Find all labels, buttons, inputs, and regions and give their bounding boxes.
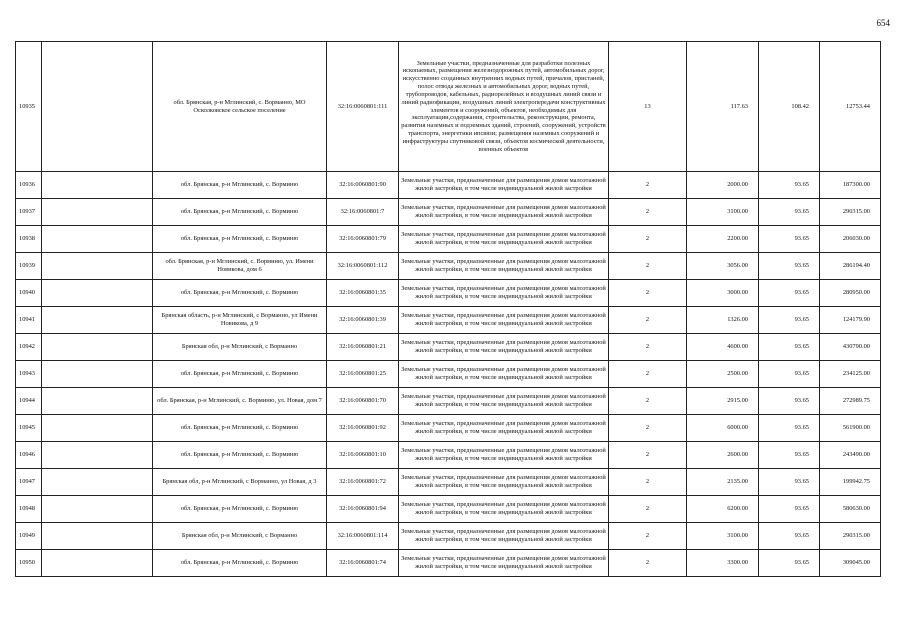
table-row (16, 226, 881, 253)
cadastral-value-cell: 124179.90 (820, 307, 881, 334)
table-row (16, 388, 881, 415)
group-cell: 2 (609, 523, 687, 550)
table-row (16, 334, 881, 361)
area-cell: 3300.00 (687, 550, 759, 577)
address-cell: обл. Брянская, р-н Мглинский, с. Ворминю (153, 226, 327, 253)
area-cell: 117.63 (687, 42, 759, 172)
blank-cell (42, 442, 153, 469)
cadastral-value-cell: 286194.40 (820, 253, 881, 280)
group-cell: 2 (609, 415, 687, 442)
address-cell: Брянская обл, р-н Мглинский, с Ворманно (153, 523, 327, 550)
row-number-cell: 10939 (16, 253, 42, 280)
group-cell: 2 (609, 469, 687, 496)
land-use-cell: Земельные участки, предназначенные для размещения домов малоэтажной жилой застройки, в том числе индивидуальной жилой застройки (399, 334, 609, 361)
cadastral-number-cell: 32:16:0060801:92 (327, 415, 399, 442)
land-use-cell: Земельные участки, предназначенные для размещения домов малоэтажной жилой застройки, в том числе индивидуальной жилой застройки (399, 496, 609, 523)
blank-cell (42, 415, 153, 442)
address-cell: обл. Брянская, р-н Мглинский, с. Ворминю (153, 280, 327, 307)
cadastral-number-cell: 32:16:0060801:25 (327, 361, 399, 388)
blank-cell (42, 199, 153, 226)
land-use-cell: Земельные участки, предназначенные для размещения домов малоэтажной жилой застройки, в том числе индивидуальной жилой застройки (399, 469, 609, 496)
area-cell: 2600.00 (687, 442, 759, 469)
row-number-cell: 10935 (16, 42, 42, 172)
row-number-cell: 10950 (16, 550, 42, 577)
table-row (16, 550, 881, 577)
rate-cell: 93.65 (759, 226, 820, 253)
cadastral-value-cell: 234125.00 (820, 361, 881, 388)
blank-cell (42, 496, 153, 523)
group-cell: 2 (609, 442, 687, 469)
table-row (16, 415, 881, 442)
cadastral-value-cell: 280950.00 (820, 280, 881, 307)
cadastral-number-cell: 32:16:0060801:74 (327, 550, 399, 577)
rate-cell: 93.65 (759, 523, 820, 550)
area-cell: 3100.00 (687, 199, 759, 226)
row-number-cell: 10945 (16, 415, 42, 442)
row-number-cell: 10948 (16, 496, 42, 523)
table-row (16, 469, 881, 496)
table-row (16, 42, 881, 172)
rate-cell: 93.65 (759, 253, 820, 280)
table-row (16, 307, 881, 334)
blank-cell (42, 42, 153, 172)
cadastral-value-cell: 187300.00 (820, 172, 881, 199)
cadastral-value-cell: 199942.75 (820, 469, 881, 496)
land-use-cell: Земельные участки, предназначенные для разработки полезных ископаемых, размещения железнодорожных путей, автомобильных дорог, искусственно созданных внутренних водных путей, причалов, пристаней, полос отвода железных и автомобильных дорог, водных путей, трубопроводов, кабельных, радиорелейных и воздушных линий связи и линий радиофикации, воздушных линий электропередачи конструктивных элементов и сооружений, объектов, необходимых для эксплуатации,содержания, строительства, реконструкции, ремонта, развития наземных и подземных зданий, строений, сооружений, устройств транспорта, энергетики ипсвязи; размещения наземных сооружений и инфраструктуры спутниковой связи, объектов космической деятельности, военных объектов (399, 42, 609, 172)
cadastral-number-cell: 32:16:0060801:90 (327, 172, 399, 199)
table-row (16, 361, 881, 388)
blank-cell (42, 550, 153, 577)
group-cell: 2 (609, 253, 687, 280)
blank-cell (42, 172, 153, 199)
blank-cell (42, 388, 153, 415)
address-cell: Брянская обл, р-н Мглинский, с Ворманно (153, 334, 327, 361)
area-cell: 2500.00 (687, 361, 759, 388)
group-cell: 2 (609, 550, 687, 577)
land-registry-table (15, 41, 881, 577)
cadastral-number-cell: 32:16:0060801:70 (327, 388, 399, 415)
row-number-cell: 10943 (16, 361, 42, 388)
area-cell: 2135.00 (687, 469, 759, 496)
blank-cell (42, 334, 153, 361)
land-use-cell: Земельные участки, предназначенные для размещения домов малоэтажной жилой застройки, в том числе индивидуальной жилой застройки (399, 361, 609, 388)
group-cell: 2 (609, 172, 687, 199)
address-cell: обл. Брянская, р-н Мглинский, с. Ворминю, ул. Имени Новикова, дом 6 (153, 253, 327, 280)
table-row (16, 253, 881, 280)
land-use-cell: Земельные участки, предназначенные для размещения домов малоэтажной жилой застройки, в том числе индивидуальной жилой застройки (399, 523, 609, 550)
rate-cell: 93.65 (759, 280, 820, 307)
group-cell: 2 (609, 496, 687, 523)
land-use-cell: Земельные участки, предназначенные для размещения домов малоэтажной жилой застройки, в том числе индивидуальной жилой застройки (399, 172, 609, 199)
cadastral-number-cell: 32:16:0060801:21 (327, 334, 399, 361)
area-cell: 4600.00 (687, 334, 759, 361)
cadastral-number-cell: 32:16:0060801:35 (327, 280, 399, 307)
blank-cell (42, 253, 153, 280)
table-row (16, 496, 881, 523)
address-cell: обл. Брянская, р-н Мглинский, с. Ворминю (153, 361, 327, 388)
cadastral-value-cell: 580630.00 (820, 496, 881, 523)
blank-cell (42, 361, 153, 388)
cadastral-number-cell: 32:16:0060801:114 (327, 523, 399, 550)
rate-cell: 93.65 (759, 550, 820, 577)
area-cell: 2000.00 (687, 172, 759, 199)
area-cell: 6200.00 (687, 496, 759, 523)
address-cell: обл. Брянская, р-н Мглинский, с. Ворминю (153, 550, 327, 577)
rate-cell: 93.65 (759, 199, 820, 226)
cadastral-number-cell: 32:16:0060801:112 (327, 253, 399, 280)
area-cell: 2200.00 (687, 226, 759, 253)
address-cell: Брянская область, р-н Мглинский, с Ворманно, ул Имени Новикова, д 9 (153, 307, 327, 334)
cadastral-value-cell: 206030.00 (820, 226, 881, 253)
area-cell: 3100.00 (687, 523, 759, 550)
group-cell: 2 (609, 199, 687, 226)
area-cell: 3000.00 (687, 280, 759, 307)
address-cell: обл. Брянская, р-н Мглинский, с. Ворминю (153, 442, 327, 469)
address-cell: обл. Брянская, р-н Мглинский, с. Ворминю (153, 172, 327, 199)
cadastral-value-cell: 272989.75 (820, 388, 881, 415)
land-use-cell: Земельные участки, предназначенные для размещения домов малоэтажной жилой застройки, в том числе индивидуальной жилой застройки (399, 550, 609, 577)
rate-cell: 93.65 (759, 496, 820, 523)
row-number-cell: 10936 (16, 172, 42, 199)
cadastral-number-cell: 32:16:0060801:94 (327, 496, 399, 523)
area-cell: 3056.00 (687, 253, 759, 280)
cadastral-value-cell: 561900.00 (820, 415, 881, 442)
rate-cell: 93.65 (759, 361, 820, 388)
group-cell: 2 (609, 361, 687, 388)
address-cell: обл. Брянская, р-н Мглинский, с. Ворминю (153, 199, 327, 226)
area-cell: 6000.00 (687, 415, 759, 442)
cadastral-value-cell: 243490.00 (820, 442, 881, 469)
blank-cell (42, 280, 153, 307)
page-number: 654 (876, 18, 890, 28)
address-cell: обл. Брянская, р-н Мглинский, с. Ворминю, ул. Новая, дом 7 (153, 388, 327, 415)
address-cell: Брянская обл, р-н Мглинский, с Ворманно, ул Новая, д 3 (153, 469, 327, 496)
rate-cell: 93.65 (759, 388, 820, 415)
rate-cell: 93.65 (759, 307, 820, 334)
row-number-cell: 10946 (16, 442, 42, 469)
row-number-cell: 10944 (16, 388, 42, 415)
land-use-cell: Земельные участки, предназначенные для размещения домов малоэтажной жилой застройки, в том числе индивидуальной жилой застройки (399, 307, 609, 334)
row-number-cell: 10949 (16, 523, 42, 550)
cadastral-value-cell: 430790.00 (820, 334, 881, 361)
row-number-cell: 10942 (16, 334, 42, 361)
land-use-cell: Земельные участки, предназначенные для размещения домов малоэтажной жилой застройки, в том числе индивидуальной жилой застройки (399, 226, 609, 253)
cadastral-number-cell: 32:16:0060801:111 (327, 42, 399, 172)
group-cell: 13 (609, 42, 687, 172)
cadastral-number-cell: 32:16:0060801:39 (327, 307, 399, 334)
rate-cell: 93.65 (759, 415, 820, 442)
land-use-cell: Земельные участки, предназначенные для размещения домов малоэтажной жилой застройки, в том числе индивидуальной жилой застройки (399, 199, 609, 226)
land-use-cell: Земельные участки, предназначенные для размещения домов малоэтажной жилой застройки, в том числе индивидуальной жилой застройки (399, 415, 609, 442)
land-use-cell: Земельные участки, предназначенные для размещения домов малоэтажной жилой застройки, в том числе индивидуальной жилой застройки (399, 442, 609, 469)
land-use-cell: Земельные участки, предназначенные для размещения домов малоэтажной жилой застройки, в том числе индивидуальной жилой застройки (399, 388, 609, 415)
address-cell: обл. Брянская, р-н Мглинский, с. Ворманно, МО Осколковское сельское поселение (153, 42, 327, 172)
row-number-cell: 10947 (16, 469, 42, 496)
area-cell: 2915.00 (687, 388, 759, 415)
table-row (16, 280, 881, 307)
area-cell: 1326.00 (687, 307, 759, 334)
cadastral-number-cell: 32:16:0060801:79 (327, 226, 399, 253)
row-number-cell: 10940 (16, 280, 42, 307)
rate-cell: 93.65 (759, 172, 820, 199)
rate-cell: 93.65 (759, 334, 820, 361)
cadastral-number-cell: 32:16:0060801:7 (327, 199, 399, 226)
land-use-cell: Земельные участки, предназначенные для размещения домов малоэтажной жилой застройки, в том числе индивидуальной жилой застройки (399, 253, 609, 280)
address-cell: обл. Брянская, р-н Мглинский, с. Ворминю (153, 496, 327, 523)
cadastral-number-cell: 32:16:0060801:72 (327, 469, 399, 496)
cadastral-value-cell: 309045.00 (820, 550, 881, 577)
group-cell: 2 (609, 307, 687, 334)
table-row (16, 199, 881, 226)
blank-cell (42, 307, 153, 334)
rate-cell: 93.65 (759, 469, 820, 496)
row-number-cell: 10937 (16, 199, 42, 226)
group-cell: 2 (609, 334, 687, 361)
row-number-cell: 10938 (16, 226, 42, 253)
blank-cell (42, 226, 153, 253)
land-use-cell: Земельные участки, предназначенные для размещения домов малоэтажной жилой застройки, в том числе индивидуальной жилой застройки (399, 280, 609, 307)
table-row (16, 172, 881, 199)
row-number-cell: 10941 (16, 307, 42, 334)
cadastral-number-cell: 32:16:0060801:10 (327, 442, 399, 469)
cadastral-value-cell: 290315.00 (820, 523, 881, 550)
group-cell: 2 (609, 280, 687, 307)
table-row (16, 523, 881, 550)
cadastral-value-cell: 290315.00 (820, 199, 881, 226)
blank-cell (42, 523, 153, 550)
group-cell: 2 (609, 388, 687, 415)
group-cell: 2 (609, 226, 687, 253)
rate-cell: 93.65 (759, 442, 820, 469)
rate-cell: 108.42 (759, 42, 820, 172)
table-row (16, 442, 881, 469)
address-cell: обл. Брянская, р-н Мглинский, с. Ворминю (153, 415, 327, 442)
blank-cell (42, 469, 153, 496)
cadastral-value-cell: 12753.44 (820, 42, 881, 172)
